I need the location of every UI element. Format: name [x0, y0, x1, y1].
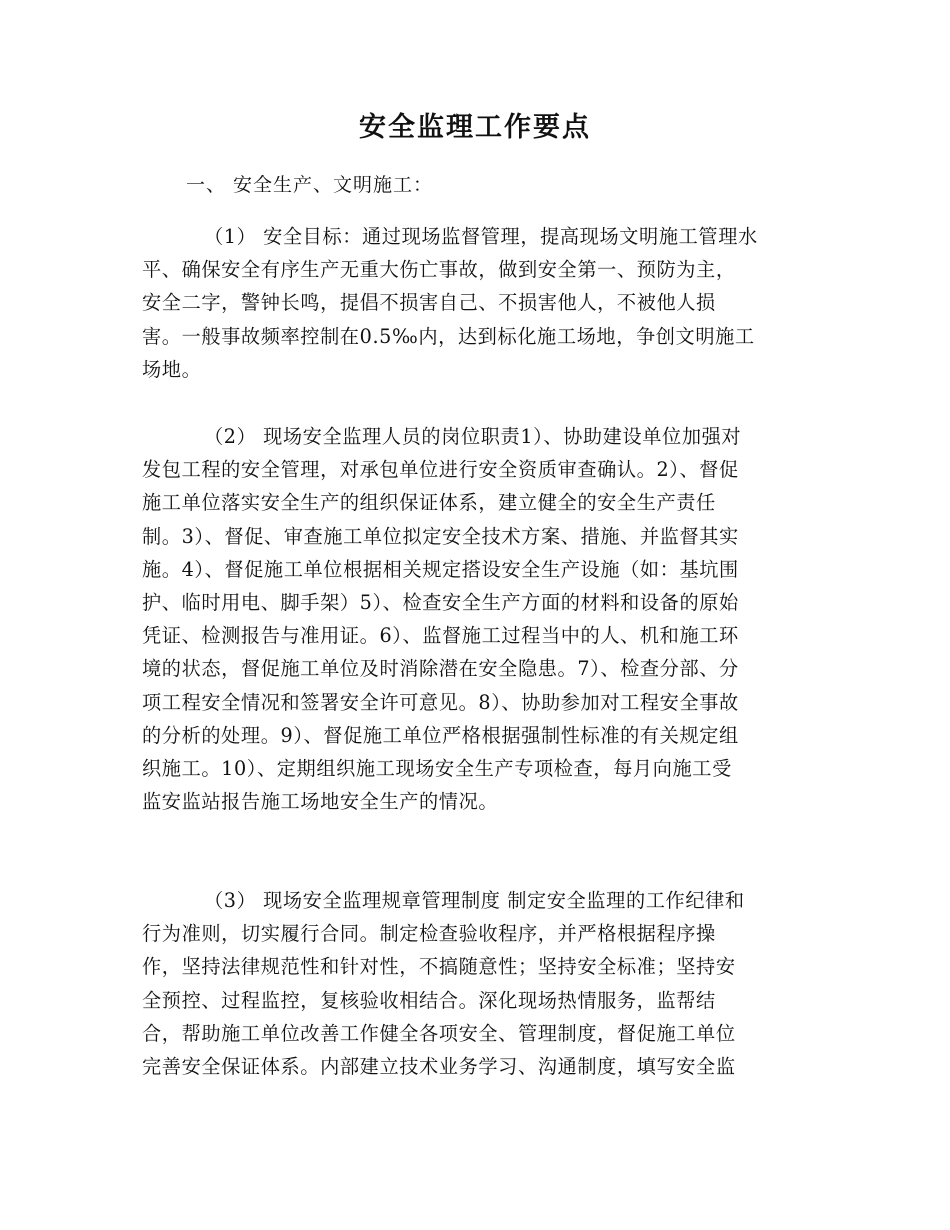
paragraph-line: 项工程安全情况和签署安全许可意见。8）、协助参加对工程安全事故 [142, 690, 739, 714]
paragraph-line: 场地。 [142, 357, 202, 381]
paragraph-line: 作，坚持法律规范性和针对性，不搞随意性；坚持安全标准；坚持安 [142, 955, 736, 979]
paragraph-line: （2） 现场安全监理人员的岗位职责1）、协助建设单位加强对 [204, 425, 742, 448]
paragraph-supervisor-duties [142, 420, 812, 818]
paragraph-line: 发包工程的安全管理，对承包单位进行安全资质审查确认。2）、督促 [142, 458, 739, 482]
paragraph-line: 护、临时用电、脚手架）5）、检查安全生产方面的材料和设备的原始 [142, 590, 739, 614]
paragraph-line: 合，帮助施工单位改善工作健全各项安全、管理制度，督促施工单位 [142, 1021, 736, 1045]
paragraph-safety-goal [142, 220, 812, 386]
paragraph-line: 安全二字，警钟长鸣，提倡不损害自己、不损害他人，不被他人损 [142, 291, 716, 315]
paragraph-line: 行为准则，切实履行合同。制定检查验收程序，并严格根据程序操 [142, 922, 716, 946]
section-heading: 一、 安全生产、文明施工： [186, 174, 434, 196]
paragraph-line: （1） 安全目标：通过现场监督管理，提高现场文明施工管理水 [204, 225, 758, 248]
paragraph-management-rules [142, 884, 812, 1083]
paragraph-line: （3） 现场安全监理规章管理制度 制定安全监理的工作纪律和 [204, 889, 745, 912]
paragraph-line: 平、确保安全有序生产无重大伤亡事故，做到安全第一、预防为主， [142, 258, 736, 282]
paragraph-line: 织施工。10）、定期组织施工现场安全生产专项检查，每月向施工受 [142, 756, 732, 780]
paragraph-line: 施工单位落实安全生产的组织保证体系，建立健全的安全生产责任 [142, 491, 716, 515]
paragraph-line: 全预控、过程监控，复核验收相结合。深化现场热情服务，监帮结 [142, 988, 716, 1012]
document-title: 安全监理工作要点 [359, 112, 591, 143]
paragraph-line: 害。一般事故频率控制在0.5‰内，达到标化施工场地，争创文明施工 [142, 324, 755, 348]
paragraph-line: 制。3）、督促、审查施工单位拟定安全技术方案、措施、并监督其实 [142, 524, 739, 548]
paragraph-line: 的分析的处理。9）、督促施工单位严格根据强制性标准的有关规定组 [142, 723, 739, 747]
paragraph-line: 监安监站报告施工场地安全生产的情况。 [142, 790, 499, 814]
paragraph-line: 施。4）、督促施工单位根据相关规定搭设安全生产设施（如：基坑围 [142, 557, 739, 581]
paragraph-line: 凭证、检测报告与准用证。6）、监督施工过程当中的人、机和施工环 [142, 624, 739, 648]
paragraph-line: 完善安全保证体系。内部建立技术业务学习、沟通制度，填写安全监 [142, 1054, 736, 1078]
paragraph-line: 境的状态，督促施工单位及时消除潜在安全隐患。7）、检查分部、分 [142, 657, 739, 681]
